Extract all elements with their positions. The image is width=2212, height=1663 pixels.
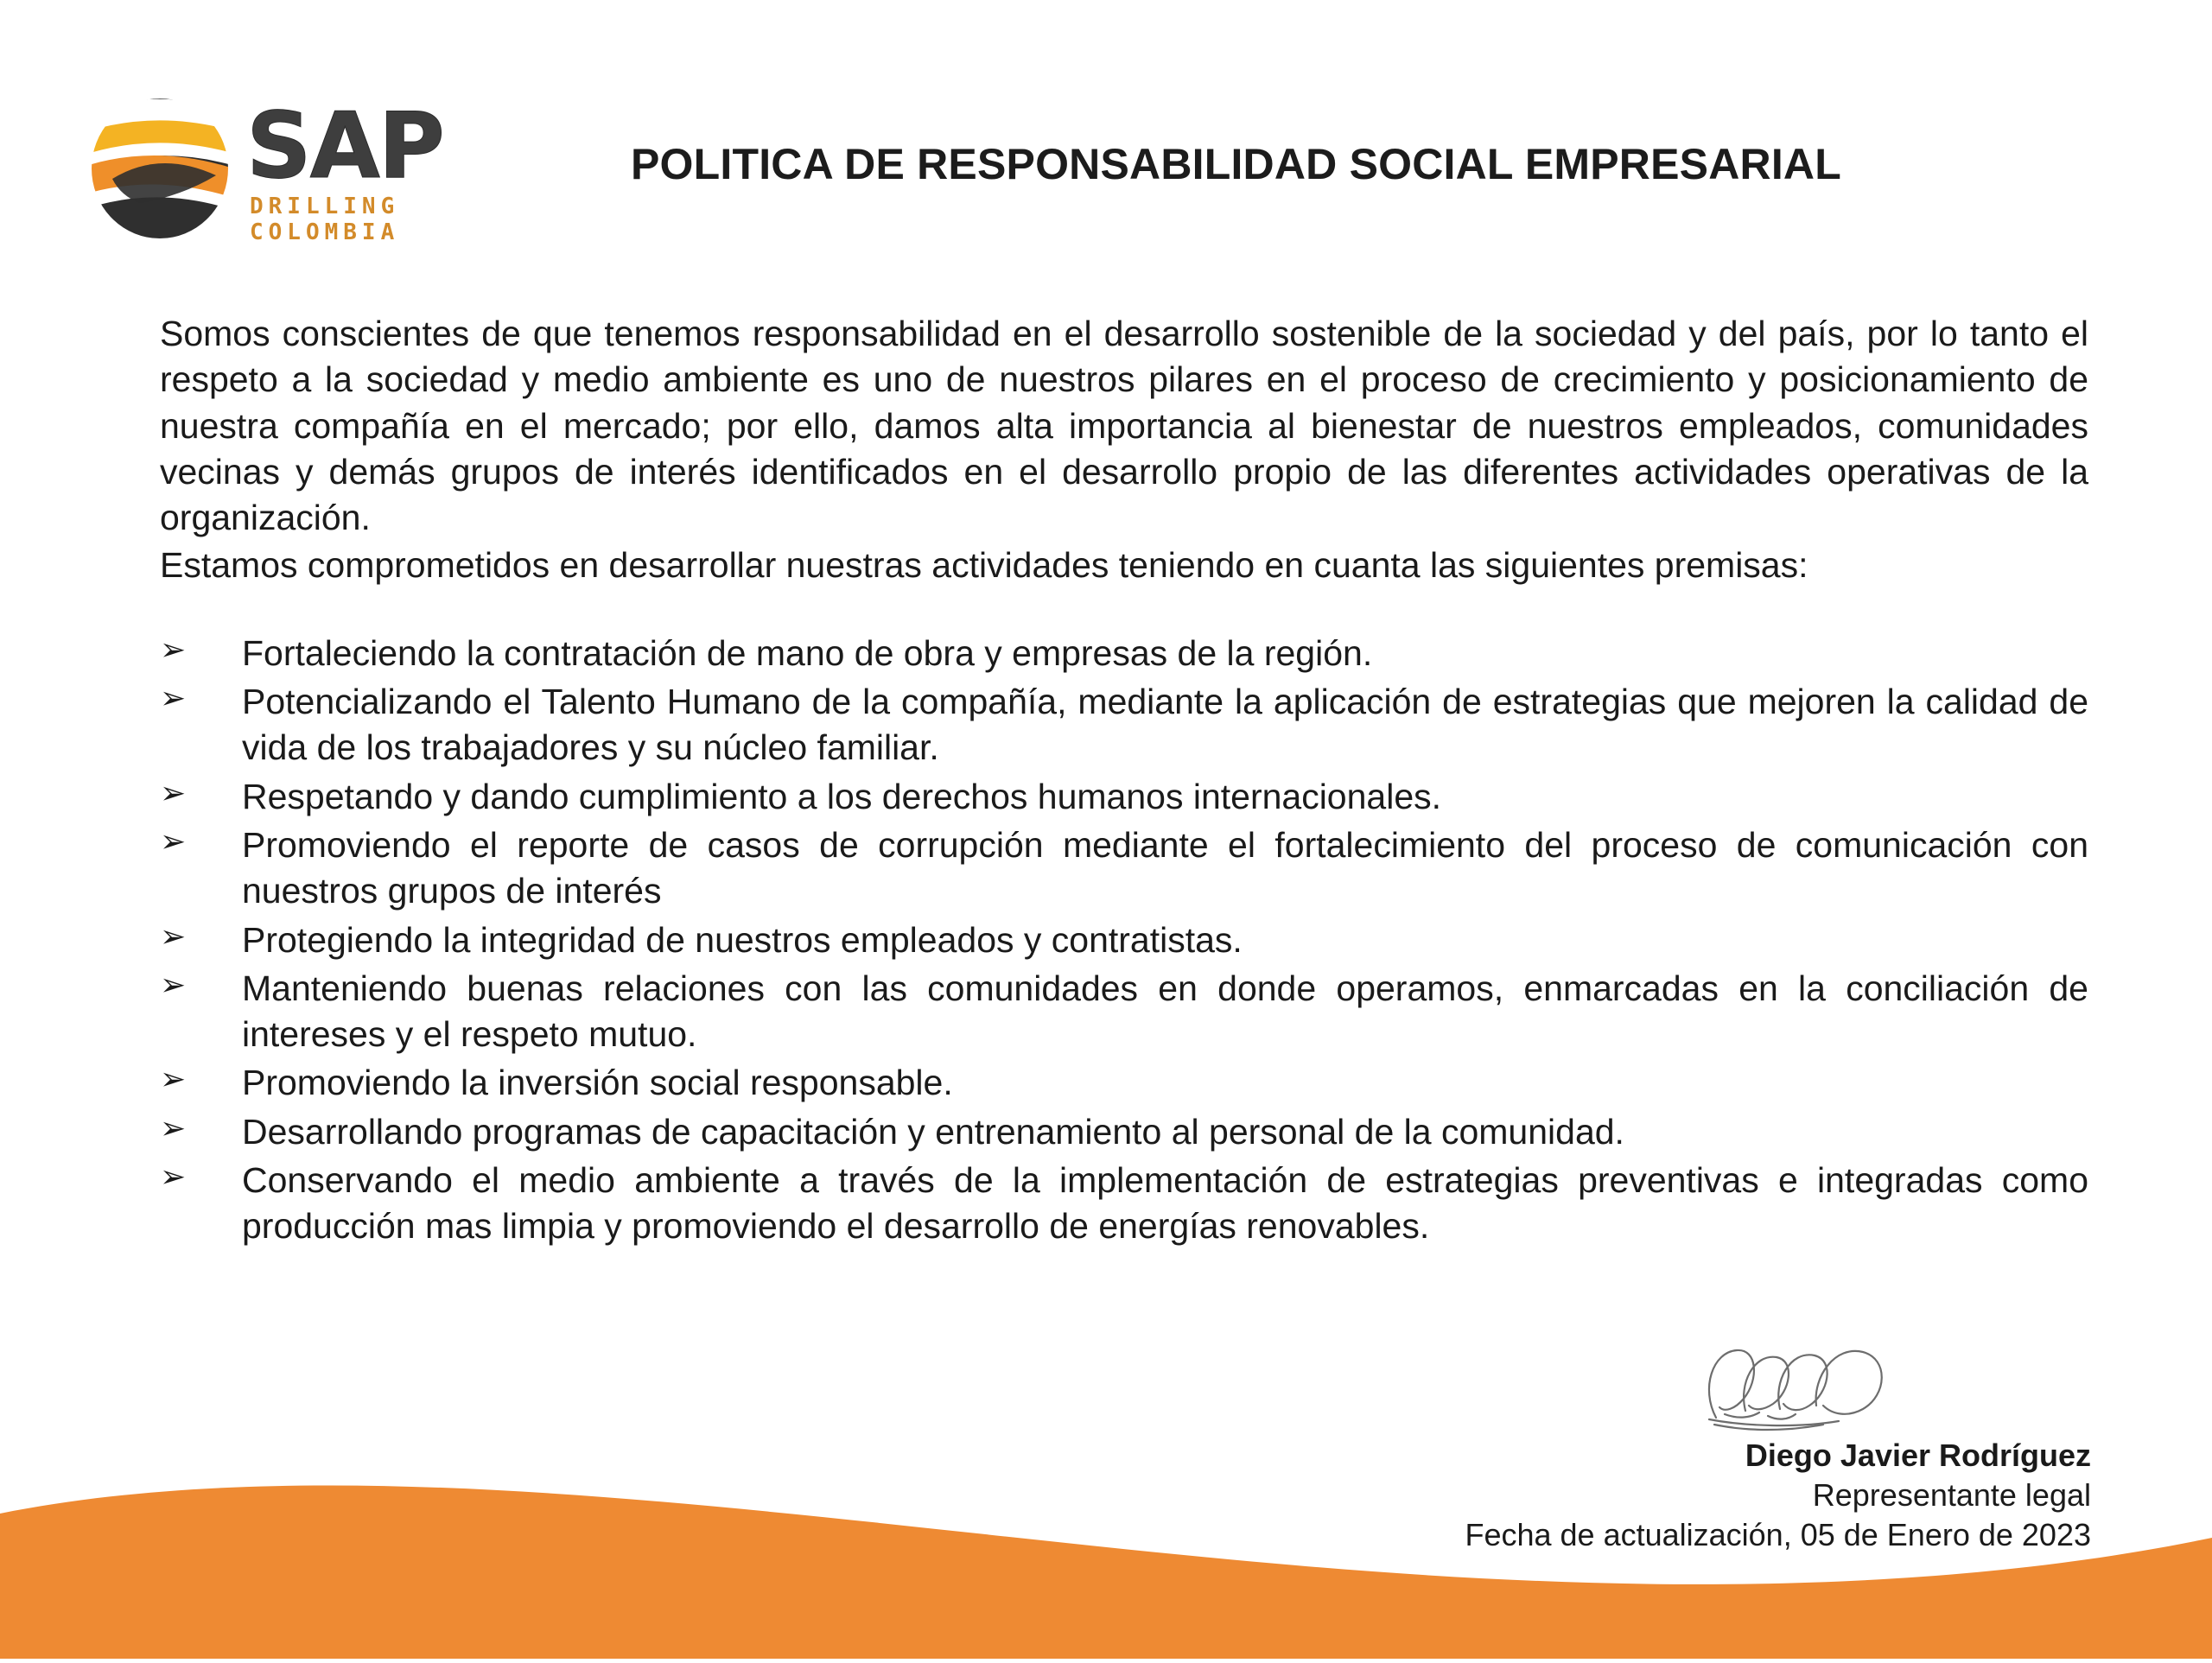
list-item — [160, 1109, 2088, 1155]
logo-tagline-text: DRILLING COLOMBIA — [250, 194, 400, 245]
list-item — [160, 774, 2088, 820]
logo-wordmark — [246, 93, 553, 245]
list-item — [160, 679, 2088, 771]
handwritten-signature — [1348, 1335, 1987, 1434]
list-item-text: Conservando el medio ambiente a través de la implementación de estrategias preventivas e integradas como producción mas limpia y promoviendo el desarrollo de energías renovables. — [242, 1160, 2088, 1247]
bullet-arrow-icon: ➢ — [160, 918, 187, 955]
document-header — [69, 82, 2143, 246]
bullet-arrow-icon: ➢ — [160, 1062, 187, 1098]
list-item-text: Promoviendo la inversión social responsable. — [242, 1063, 953, 1103]
list-item — [160, 822, 2088, 915]
signer-role: Representante legal — [1812, 1477, 2091, 1513]
bullet-arrow-icon: ➢ — [160, 632, 187, 668]
list-item-text: Respetando y dando cumplimiento a los derechos humanos internacionales. — [242, 776, 1442, 816]
list-item — [160, 1158, 2088, 1250]
bullet-arrow-icon: ➢ — [160, 1110, 187, 1146]
bottom-wave-shape — [0, 1434, 2212, 1659]
list-item-text: Desarrollando programas de capacitación y entrenamiento al personal de la comunidad. — [242, 1111, 1624, 1152]
list-item-text: Manteniendo buenas relaciones con las comunidades en donde operamos, enmarcadas en la conciliación de intereses y el respeto mutuo. — [242, 968, 2088, 1055]
paragraph-spacer — [160, 591, 2088, 631]
list-item-text: Promoviendo el reporte de casos de corrupción mediante el fortalecimiento del proceso de comunicación con nuestros grupos de interés — [242, 824, 2088, 911]
bullet-arrow-icon: ➢ — [160, 1159, 187, 1196]
list-item — [160, 631, 2088, 676]
list-item-text: Potencializando el Talento Humano de la compañía, mediante la aplicación de estrategias que mejoren la calidad de vida de los trabajadores y su núcleo familiar. — [242, 682, 2088, 768]
bullet-arrow-icon: ➢ — [160, 823, 187, 860]
bullet-arrow-icon: ➢ — [160, 775, 187, 811]
company-logo — [69, 82, 553, 246]
premises-list — [160, 631, 2088, 1250]
list-item-text: Fortaleciendo la contratación de mano de obra y empresas de la región. — [242, 632, 1373, 673]
bullet-arrow-icon: ➢ — [160, 967, 187, 1003]
bullet-arrow-icon: ➢ — [160, 681, 187, 717]
document-body — [160, 311, 2088, 1253]
logo-brand-text: SAP — [246, 93, 443, 199]
list-item — [160, 1060, 2088, 1106]
swirl-logo-icon — [78, 92, 251, 244]
page-title: POLITICA DE RESPONSABILIDAD SOCIAL EMPRESARIAL — [631, 140, 1841, 188]
signer-name: Diego Javier Rodríguez — [1745, 1438, 2091, 1473]
list-item — [160, 966, 2088, 1058]
list-item — [160, 917, 2088, 963]
intro-paragraph-1: Somos conscientes de que tenemos responsabilidad en el desarrollo sostenible de la sociedad y del país, por lo tanto el respeto a la sociedad y medio ambiente es uno de nuestros pilares en el proceso de crecimiento y posicionamiento de nuestra compañía en el mercado; por ello, damos alta importancia al bienestar de nuestros empleados, comunidades vecinas y demás grupos de interés identificados en el desarrollo propio de las diferentes actividades operativas de la organización. — [160, 314, 2088, 538]
intro-paragraph-2: Estamos comprometidos en desarrollar nuestras actividades teniendo en cuanta las siguientes premisas: — [160, 545, 1808, 586]
list-item-text: Protegiendo la integridad de nuestros empleados y contratistas. — [242, 919, 1243, 960]
update-date: Fecha de actualización, 05 de Enero de 2023 — [1465, 1517, 2091, 1552]
